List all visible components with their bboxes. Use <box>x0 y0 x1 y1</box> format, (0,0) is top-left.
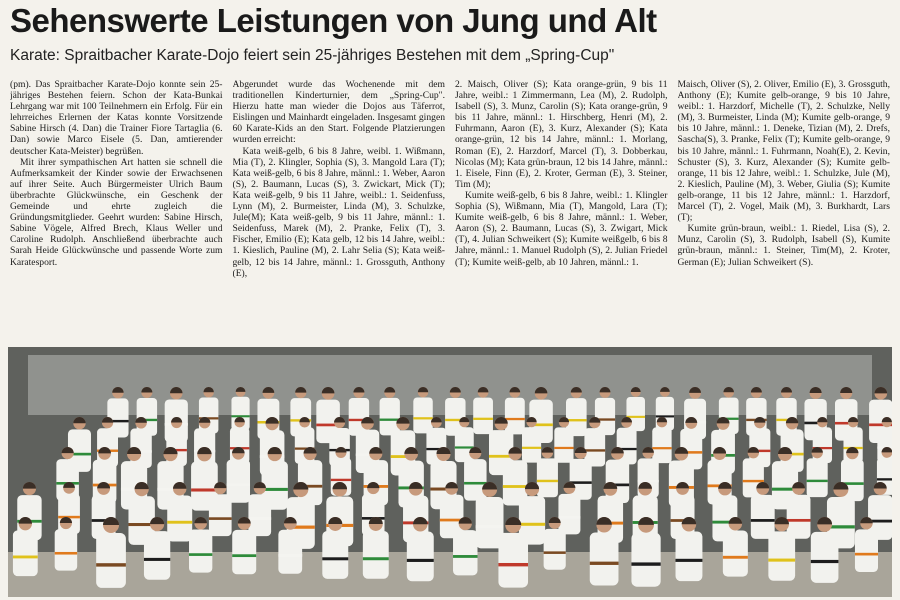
paragraph: (pm). Das Spraitbacher Karate-Dojo konnte sein 25-jähriges Bestehen feiern. Schon der Kata-Bunkai Lehrgang war mit 100 Teilnehmern ein Erfolg. Für ein lehrreiches Erlernen der Katas konnte Vorsitzende Sabine Hirsch (4. Dan) die Trainer Fiore Tartaglia (6. Dan) sowie Marco Eisele (5. Dan, amtierender deutscher Kata-Meister) begrüßen. <box>10 79 223 157</box>
group-photo <box>8 347 892 597</box>
karateka-belt <box>227 483 250 486</box>
karateka-belt <box>167 521 192 524</box>
karateka-belt <box>13 556 38 559</box>
article-body <box>10 79 890 341</box>
karateka-body <box>558 494 580 535</box>
karateka-belt <box>554 447 573 449</box>
karateka-belt <box>503 485 528 488</box>
karateka-belt <box>453 555 477 558</box>
karateka-belt <box>505 418 525 420</box>
karateka-body <box>96 533 126 588</box>
karateka-body <box>209 494 232 536</box>
karateka-body <box>631 533 660 587</box>
karateka-belt <box>743 480 764 482</box>
karateka-belt <box>519 523 545 526</box>
karateka-body <box>768 531 795 580</box>
karateka-body <box>189 530 212 573</box>
karateka-body <box>232 530 256 574</box>
article-column-3 <box>455 79 668 341</box>
karateka-belt <box>231 415 249 417</box>
karateka-body <box>363 531 389 579</box>
karateka-body <box>453 530 477 575</box>
karateka-body <box>380 398 400 435</box>
karateka-belt <box>464 482 486 485</box>
karateka-belt <box>189 553 212 556</box>
karateka-body <box>554 427 573 462</box>
karateka-body <box>544 529 566 570</box>
karateka-body <box>570 459 592 500</box>
karateka-belt <box>626 416 645 418</box>
karateka-belt <box>96 563 126 566</box>
karateka-belt <box>407 559 434 562</box>
karateka-body <box>537 458 558 497</box>
karateka-belt <box>322 557 348 560</box>
article-column-2 <box>233 79 446 341</box>
karateka-belt <box>855 553 878 556</box>
karateka-body <box>498 533 528 588</box>
karateka-belt <box>522 447 541 449</box>
karateka-belt <box>248 517 271 520</box>
karateka-belt <box>380 419 400 421</box>
paragraph: Maisch, Oliver (S), 2. Oliver, Emilio (E), 3. Grossguth, Anthony (E); Kumite gelb-orange, 9 bis 10 Jahre, weibl.: 1. Harzdorf, Michelle (T), 2. Schulzke, Nelly (M), 3. Burmeister, Linda (M); Kumite gelb-orange, 9 bis 10 Jahre, männl.: 1. Deneke, Tizian (M), 2. Drefs, Sascha(S), 3. Pranke, Felix (T); Kumite gelb-orange, 9 bis 10 Jahre, männl.: 1. Fuhrmann, Noah(E), 2. Kevin, Schuster (S), 3. Kurz, Alexander (S); Kumite gelb-orange, 11 bis 12 Jahre, weibl.: 1. Schulzke, Jule (M), 2. Kieslich, Pauline (M), 3. Weber, Giulia (S); Kumite gelb-orange, 11 bis 12 Jahre, männl.: 1. Harzdorf, Marcel (T), 2. Vogel, Maik (M), 3. Burkhardt, Lars (T); <box>677 79 890 224</box>
karateka-body <box>464 459 486 501</box>
karateka-body <box>322 531 348 579</box>
karateka-body <box>407 532 434 582</box>
karateka-belt <box>566 419 587 421</box>
karateka-body <box>473 398 493 434</box>
karateka-belt <box>363 557 389 560</box>
karateka-belt <box>811 560 839 563</box>
karateka-belt <box>751 519 775 522</box>
karateka-belt <box>558 516 580 519</box>
article-column-1 <box>10 79 223 341</box>
paragraph: Kata weiß-gelb, 6 bis 8 Jahre, weibl. 1. Wißmann, Mia (T), 2. Klingler, Sophia (S), 3. Mangold Lara (T); Kata weiß-gelb, 6 bis 8 Jahre, männl.: 1. Weber, Aaron (S), 2. Baumann, Lucas (S), 3. Zwickart, Mick (T); Kata weiß-gelb, 9 bis 11 Jahre, weibl.: 1. Seidenfuss, Lynn (M), 2. Burmeister, Linda (M), 3. Schulzke, Jule(M); Kata weiß-gelb, 9 bis 11 Jahre, männl.: 1. Seidenfuss, Marek (M), 2. Pranke, Felix (T), 3. Fischer, Emilio (E); Kata gelb, 12 bis 14 Jahre, weibl.: 1. Kieslich, Pauline (M), 2. Lahr Selia (S); Kata weiß-gelb, 12 bis 14 Jahre, männl.: 1. Grossguth, Anthony (E), <box>232 145 445 279</box>
karateka-belt <box>473 418 493 420</box>
paragraph: Mit ihrer sympathischen Art hatten sie schnell die Aufmerksamkeit der Kinder sowie der Erwachsenen auf ihrer Seite. Auch Bürgermeister Ulrich Baum überbrachte Glückwünsche, ein Geschenk der Gemeinde und ehrte zugleich die Gründungsmitglieder. Geehrt wurden: Sabine Hirsch, Sabine Vögele, Alfred Brech, Klaus Weller und Caroline Rudolph. Anschließend überbrachte auch Sarah Heide Glückwünsche und passende Worte zum Karatesport. <box>10 156 223 268</box>
karateka-body <box>652 427 671 463</box>
paragraph: 2. Maisch, Oliver (S); Kata orange-grün, 9 bis 11 Jahre, weibl.: 1 Zimmermann, Lea (M), 2. Rudolph, Isabell (S), 3. Munz, Carolin (S); Kata orange-grün, 9 bis 11 Jahre, männl.: 1. Hirschberg, Henri (M), 2. Fuhrmann, Aaron (E), 3. Kurz, Alexander (S); Kata orange-grün, 12 bis 14 Jahre, männl.: 1. Morlang, Roman (E), 2. Harzdorf, Marcel (T), 3. Dobberkau, Nicolas (M); Kata grün-braun, 12 bis 14 Jahre, männl.: 1. Eisele, Finn (E), 2. Kroter, German (E), 3. Steiner, Tim (M); <box>455 79 668 190</box>
group-photo-illustration <box>8 347 892 597</box>
paragraph: Abgerundet wurde das Wochenende mit dem traditionellen Kinderturnier, dem „Spring-Cup". Hierzu hatte man wieder die Dojos aus Täferrot, Eislingen und Mainhardt eingeladen. Insgesamt gingen 60 Karate-Kids an den Start. Folgende Platzierungen wurden erreicht: <box>232 79 445 146</box>
karateka-body <box>723 530 748 576</box>
karateka-belt <box>676 559 703 562</box>
karateka-body <box>590 532 619 585</box>
karateka-belt <box>455 446 474 448</box>
karateka-belt <box>278 554 302 557</box>
karateka-belt <box>537 480 558 482</box>
karateka-belt <box>877 478 892 480</box>
paragraph: Kumite weiß-gelb, 6 bis 8 Jahre, weibl.: 1. Klingler Sophia (S), Wißmann, Mia (T), Mangold, Lara (T); Kumite weiß-gelb, 6 bis 8 Jahre, männl.: 1. Weber, Aaron (S), 2. Baumann, Lucas (S), 3. Zwigart, Mick (T), 4. Julian Schweikert (S); Kumite weißgelb, 6 bis 8 Jahre, männl.: 1. Manuel Rudolph (S), 2. Julian Friedel (T); Kumite weiß-gelb, ab 10 Jahren, männl.: 1. <box>455 189 668 268</box>
karateka-belt <box>331 479 351 481</box>
karateka-belt <box>476 525 504 528</box>
karateka-body <box>811 532 839 583</box>
karateka-body <box>248 494 271 536</box>
karateka-belt <box>768 559 795 562</box>
karateka-belt <box>209 517 232 520</box>
karateka-body <box>807 458 828 497</box>
karateka-belt <box>55 552 77 555</box>
karateka-belt <box>590 562 619 565</box>
karateka-belt <box>191 488 218 491</box>
karateka-belt <box>544 551 566 554</box>
karateka-body <box>855 529 878 572</box>
karateka-body <box>55 529 77 571</box>
karateka-body <box>144 531 170 580</box>
karateka-belt <box>787 519 811 522</box>
article-headline: Sehenswerte Leistungen von Jung und Alt <box>10 2 657 39</box>
karateka-body <box>167 495 192 541</box>
karateka-body <box>278 530 302 574</box>
photo-floor <box>8 552 892 597</box>
karateka-belt <box>498 563 528 566</box>
karateka-belt <box>584 449 605 451</box>
article-subheadline: Karate: Spraitbacher Karate-Dojo feiert sein 25-jähriges Bestehen mit dem „Spring-Cup" <box>10 47 615 64</box>
karateka-belt <box>652 447 671 449</box>
karateka-belt <box>656 415 674 417</box>
karateka-belt <box>232 554 256 557</box>
karateka-body <box>676 531 703 581</box>
karateka-belt <box>631 562 660 565</box>
karateka-belt <box>144 558 170 561</box>
paragraph: Kumite grün-braun, weibl.: 1. Riedel, Lisa (S), 2. Munz, Carolin (S), 3. Rudolph, Isabell (S), Kumite grün-braun, männl.: 1. Steiner, Tim(M), 2. Kroter, German (E); Julian Schweikert (S). <box>677 223 890 268</box>
article-column-4 <box>678 79 891 341</box>
karateka-belt <box>638 480 659 482</box>
karateka-body <box>199 397 218 433</box>
karateka-belt <box>413 417 432 419</box>
karateka-belt <box>723 556 748 559</box>
karateka-body <box>505 398 525 435</box>
karateka-belt <box>807 480 828 482</box>
karateka-body <box>13 530 38 576</box>
karateka-body <box>522 427 541 462</box>
